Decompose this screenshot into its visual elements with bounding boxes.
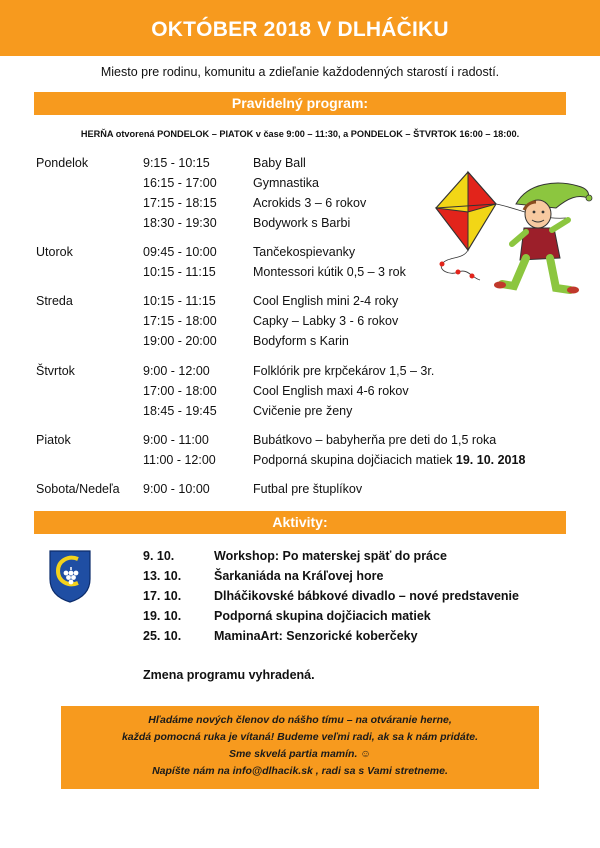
schedule-row [143, 196, 366, 210]
schedule-time: 19:00 - 20:00 [143, 334, 217, 348]
recruitment-box [61, 706, 539, 789]
schedule-row [143, 216, 350, 230]
schedule-row [143, 294, 398, 308]
schedule-activity: Acrokids 3 – 6 rokov [253, 196, 367, 210]
recruitment-line: Hľadáme nových členov do nášho tímu – na otváranie herne, [148, 714, 452, 726]
title-banner [0, 0, 600, 56]
schedule-activity: Capky – Labky 3 - 6 rokov [253, 314, 399, 328]
kite-boy-icon [428, 168, 598, 308]
program-change-note: Zmena programu vyhradená. [143, 668, 315, 682]
schedule-activity: Podporná skupina dojčiacich matiek [253, 453, 453, 467]
schedule-activity: Cool English mini 2-4 roky [253, 294, 399, 308]
schedule-time: 9:00 - 10:00 [143, 482, 210, 496]
page-title: OKTÓBER 2018 V DLHÁČIKU [151, 18, 449, 41]
activity-date: 25. 10. [143, 629, 182, 643]
activity-title: Workshop: Po materskej späť do práce [214, 549, 447, 563]
schedule-time: 09:45 - 10:00 [143, 245, 217, 259]
schedule-activity: Cvičenie pre ženy [253, 404, 353, 418]
schedule-time: 17:15 - 18:00 [143, 314, 217, 328]
schedule-activity: Cool English maxi 4-6 rokov [253, 384, 409, 398]
activity-row [143, 629, 418, 643]
schedule-row [143, 384, 409, 398]
activity-title: Šarkaniáda na Kráľovej hore [214, 569, 384, 583]
recruitment-line: každá pomocná ruka je vítaná! Budeme veľmi radi, ak sa k nám pridáte. [121, 731, 479, 743]
schedule-activity: Bubátkovo – babyherňa pre deti do 1,5 roka [253, 433, 497, 447]
schedule-time: 9:15 - 10:15 [143, 156, 210, 170]
schedule-activity: Montessori kútik 0,5 – 3 rok [253, 265, 406, 279]
schedule-time: 18:45 - 19:45 [143, 404, 217, 418]
activities-heading: Aktivity: [272, 514, 328, 530]
schedule-activity: Bodyform s Karin [253, 334, 349, 348]
schedule-row [143, 433, 496, 447]
activity-row [143, 589, 519, 603]
schedule-activity: Gymnastika [253, 176, 319, 190]
day-label: Piatok [36, 433, 71, 447]
activity-title: MaminaArt: Senzorické koberčeky [214, 629, 418, 643]
day-label: Pondelok [36, 156, 89, 170]
schedule-time: 9:00 - 12:00 [143, 364, 210, 378]
activity-row [143, 609, 431, 623]
schedule-activity: Futbal pre štuplíkov [253, 482, 363, 496]
schedule-activity: Tančekospievanky [253, 245, 356, 259]
activity-title: Podporná skupina dojčiacich matiek [214, 609, 431, 623]
schedule-time: 16:15 - 17:00 [143, 176, 217, 190]
page-subtitle: Miesto pre rodinu, komunitu a zdieľanie každodenných starostí i radostí. [100, 65, 500, 79]
activity-row [143, 549, 447, 563]
schedule-row [143, 176, 319, 190]
schedule-row [143, 245, 355, 259]
activity-title: Dlháčikovské bábkové divadlo – nové predstavenie [214, 589, 519, 603]
activities-heading-banner [34, 511, 566, 534]
schedule-time: 17:00 - 18:00 [143, 384, 217, 398]
schedule-row [143, 314, 398, 328]
schedule-row [143, 334, 349, 348]
playroom-hours-note: HERŇA otvorená PONDELOK – PIATOK v čase 9:00 – 11:30, a PONDELOK – ŠTVRTOK 16:00 – 18:00. [80, 129, 520, 139]
day-label: Utorok [36, 245, 73, 259]
schedule-row [143, 453, 525, 467]
day-label: Štvrtok [36, 364, 75, 378]
schedule-time: 18:30 - 19:30 [143, 216, 217, 230]
activity-date: 19. 10. [143, 609, 182, 623]
schedule-row [143, 404, 352, 418]
activity-row [143, 569, 383, 583]
town-crest-icon [48, 549, 92, 603]
day-label: Streda [36, 294, 73, 308]
day-label: Sobota/Nedeľa [36, 482, 120, 496]
schedule-time: 9:00 - 11:00 [143, 433, 209, 447]
recruitment-line: Sme skvelá partia mamín. ☺ [228, 748, 372, 760]
schedule-activity: Bodywork s Barbi [253, 216, 351, 230]
activity-date: 17. 10. [143, 589, 182, 603]
schedule-time: 17:15 - 18:15 [143, 196, 217, 210]
schedule-time: 10:15 - 11:15 [143, 294, 216, 308]
program-heading-banner [34, 92, 566, 115]
activity-date: 13. 10. [143, 569, 182, 583]
recruitment-contact: Napíšte nám na info@dlhacik.sk , radi sa s Vami stretneme. [152, 765, 448, 777]
program-heading: Pravidelný program: [231, 95, 369, 111]
schedule-row [143, 265, 406, 279]
schedule-date: 19. 10. 2018 [455, 453, 526, 467]
schedule-row [143, 364, 434, 378]
activity-date: 9. 10. [143, 549, 175, 563]
schedule-time: 11:00 - 12:00 [143, 453, 216, 467]
schedule-activity: Folklórik pre krpčekárov 1,5 – 3r. [253, 364, 435, 378]
schedule-time: 10:15 - 11:15 [143, 265, 216, 279]
schedule-activity: Baby Ball [253, 156, 306, 170]
schedule-row [143, 482, 362, 496]
schedule-row [143, 156, 306, 170]
